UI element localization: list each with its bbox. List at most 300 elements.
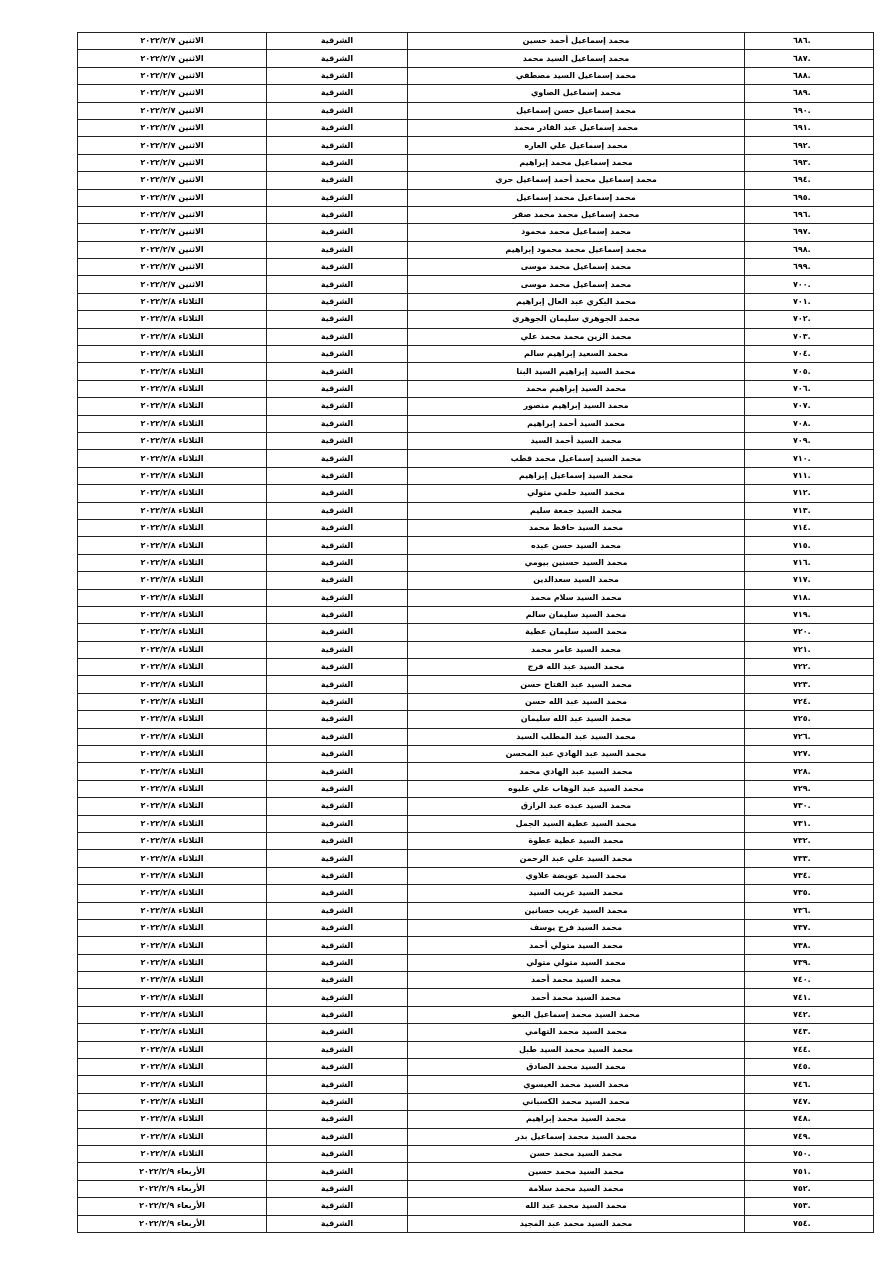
exam-date-cell: الثلاثاء ٢٠٢٢/٢/٨ <box>78 1076 267 1093</box>
table-row <box>78 224 874 241</box>
exam-date-cell: الاثنين ٢٠٢٢/٢/٧ <box>78 206 267 223</box>
person-name-cell: محمد السيد إسماعيل محمد قطب <box>408 450 745 467</box>
exam-date-cell: الثلاثاء ٢٠٢٢/٢/٨ <box>78 676 267 693</box>
row-number-cell: .٧٤٢ <box>745 1006 874 1023</box>
exam-date-cell: الثلاثاء ٢٠٢٢/٢/٨ <box>78 1093 267 1110</box>
row-number-cell: .٧٣٨ <box>745 937 874 954</box>
exam-date-cell: الاثنين ٢٠٢٢/٢/٧ <box>78 119 267 136</box>
row-number-cell: .٧٢٩ <box>745 780 874 797</box>
exam-date-cell: الثلاثاء ٢٠٢٢/٢/٨ <box>78 659 267 676</box>
row-number-cell: .٧١١ <box>745 467 874 484</box>
exam-date-cell: الثلاثاء ٢٠٢٢/٢/٨ <box>78 328 267 345</box>
governorate-cell: الشرقية <box>267 67 408 84</box>
table-row <box>78 554 874 571</box>
row-number-cell: .٦٨٧ <box>745 50 874 67</box>
row-number-cell: .٧١٤ <box>745 519 874 536</box>
row-number-cell: .٧٥١ <box>745 1163 874 1180</box>
row-number-cell: .٧٤٦ <box>745 1076 874 1093</box>
governorate-cell: الشرقية <box>267 1180 408 1197</box>
row-number-cell: .٦٩٢ <box>745 137 874 154</box>
governorate-cell: الشرقية <box>267 606 408 623</box>
person-name-cell: محمد السيد عبد الله حسن <box>408 693 745 710</box>
person-name-cell: محمد إسماعيل أحمد حسين <box>408 33 745 50</box>
table-row <box>78 259 874 276</box>
table-row <box>78 676 874 693</box>
exam-date-cell: الثلاثاء ٢٠٢٢/٢/٨ <box>78 398 267 415</box>
governorate-cell: الشرقية <box>267 728 408 745</box>
exam-date-cell: الثلاثاء ٢٠٢٢/٢/٨ <box>78 380 267 397</box>
person-name-cell: محمد السيد محمد إسماعيل بدر <box>408 1128 745 1145</box>
governorate-cell: الشرقية <box>267 815 408 832</box>
governorate-cell: الشرقية <box>267 380 408 397</box>
exam-date-cell: الثلاثاء ٢٠٢٢/٢/٨ <box>78 572 267 589</box>
row-number-cell: .٧٥٤ <box>745 1215 874 1232</box>
governorate-cell: الشرقية <box>267 746 408 763</box>
person-name-cell: محمد السيد محمد أحمد <box>408 989 745 1006</box>
exam-date-cell: الثلاثاء ٢٠٢٢/٢/٨ <box>78 467 267 484</box>
person-name-cell: محمد السيد أحمد السيد <box>408 432 745 449</box>
person-name-cell: محمد السيد سليمان عطية <box>408 624 745 641</box>
person-name-cell: محمد السيد محمد سلامة <box>408 1180 745 1197</box>
row-number-cell: .٧١٦ <box>745 554 874 571</box>
row-number-cell: .٧٤٤ <box>745 1041 874 1058</box>
person-name-cell: محمد السيد غريب حسانين <box>408 902 745 919</box>
table-row <box>78 137 874 154</box>
exam-date-cell: الثلاثاء ٢٠٢٢/٢/٨ <box>78 937 267 954</box>
exam-date-cell: الثلاثاء ٢٠٢٢/٢/٨ <box>78 815 267 832</box>
row-number-cell: .٦٩٣ <box>745 154 874 171</box>
governorate-cell: الشرقية <box>267 572 408 589</box>
row-number-cell: .٧٣٢ <box>745 832 874 849</box>
table-row <box>78 172 874 189</box>
exam-date-cell: الثلاثاء ٢٠٢٢/٢/٨ <box>78 537 267 554</box>
governorate-cell: الشرقية <box>267 119 408 136</box>
exam-date-cell: الاثنين ٢٠٢٢/٢/٧ <box>78 224 267 241</box>
person-name-cell: محمد السيد عبد الله فرج <box>408 659 745 676</box>
row-number-cell: .٧٠٢ <box>745 311 874 328</box>
governorate-cell: الشرقية <box>267 224 408 241</box>
table-row <box>78 189 874 206</box>
table-row <box>78 102 874 119</box>
table-row <box>78 815 874 832</box>
governorate-cell: الشرقية <box>267 1128 408 1145</box>
governorate-cell: الشرقية <box>267 189 408 206</box>
exam-date-cell: الثلاثاء ٢٠٢٢/٢/٨ <box>78 293 267 310</box>
exam-date-cell: الثلاثاء ٢٠٢٢/٢/٨ <box>78 693 267 710</box>
person-name-cell: محمد السيد محمد أحمد <box>408 972 745 989</box>
person-name-cell: محمد إسماعيل محمد محمود إبراهيم <box>408 241 745 258</box>
exam-date-cell: الاثنين ٢٠٢٢/٢/٧ <box>78 259 267 276</box>
governorate-cell: الشرقية <box>267 937 408 954</box>
row-number-cell: .٧٠٣ <box>745 328 874 345</box>
table-row <box>78 432 874 449</box>
row-number-cell: .٦٩٥ <box>745 189 874 206</box>
person-name-cell: محمد إسماعيل محمد إبراهيم <box>408 154 745 171</box>
table-row <box>78 1041 874 1058</box>
exam-date-cell: الاثنين ٢٠٢٢/٢/٧ <box>78 189 267 206</box>
table-row <box>78 537 874 554</box>
person-name-cell: محمد السيد عويضة علاوي <box>408 867 745 884</box>
table-row <box>78 1146 874 1163</box>
table-row <box>78 989 874 1006</box>
person-name-cell: محمد السيد عبد الهادي محمد <box>408 763 745 780</box>
table-row <box>78 33 874 50</box>
table-row <box>78 919 874 936</box>
table-row <box>78 780 874 797</box>
table-row <box>78 450 874 467</box>
exam-date-cell: الثلاثاء ٢٠٢٢/٢/٨ <box>78 1024 267 1041</box>
person-name-cell: محمد السيد علي عبد الرحمن <box>408 850 745 867</box>
person-name-cell: محمد السيد جمعة سليم <box>408 502 745 519</box>
person-name-cell: محمد السيد محمد إسماعيل البعو <box>408 1006 745 1023</box>
person-name-cell: محمد إسماعيل محمد محمود <box>408 224 745 241</box>
exam-date-cell: الثلاثاء ٢٠٢٢/٢/٨ <box>78 624 267 641</box>
row-number-cell: .٦٨٨ <box>745 67 874 84</box>
person-name-cell: محمد السيد إسماعيل إبراهيم <box>408 467 745 484</box>
row-number-cell: .٧٢٦ <box>745 728 874 745</box>
row-number-cell: .٧٢٥ <box>745 711 874 728</box>
exam-date-cell: الثلاثاء ٢٠٢٢/٢/٨ <box>78 867 267 884</box>
person-name-cell: محمد السيد عطية عطوة <box>408 832 745 849</box>
row-number-cell: .٧٤٨ <box>745 1111 874 1128</box>
table-row <box>78 1215 874 1232</box>
governorate-cell: الشرقية <box>267 519 408 536</box>
person-name-cell: محمد إسماعيل عبد القادر محمد <box>408 119 745 136</box>
row-number-cell: .٧٢٧ <box>745 746 874 763</box>
governorate-cell: الشرقية <box>267 554 408 571</box>
governorate-cell: الشرقية <box>267 1041 408 1058</box>
exam-date-cell: الثلاثاء ٢٠٢٢/٢/٨ <box>78 1146 267 1163</box>
table-row <box>78 746 874 763</box>
row-number-cell: .٧٤٧ <box>745 1093 874 1110</box>
exam-date-cell: الثلاثاء ٢٠٢٢/٢/٨ <box>78 850 267 867</box>
table-row <box>78 850 874 867</box>
person-name-cell: محمد السيد أحمد إبراهيم <box>408 415 745 432</box>
row-number-cell: .٧١٠ <box>745 450 874 467</box>
row-number-cell: .٧٤٥ <box>745 1059 874 1076</box>
table-row <box>78 1163 874 1180</box>
person-name-cell: محمد السيد إبراهيم محمد <box>408 380 745 397</box>
exam-date-cell: الاثنين ٢٠٢٢/٢/٧ <box>78 137 267 154</box>
governorate-cell: الشرقية <box>267 1215 408 1232</box>
row-number-cell: .٧٠٨ <box>745 415 874 432</box>
table-row <box>78 398 874 415</box>
row-number-cell: .٧٣٤ <box>745 867 874 884</box>
table-row <box>78 85 874 102</box>
person-name-cell: محمد الزين محمد محمد علي <box>408 328 745 345</box>
governorate-cell: الشرقية <box>267 415 408 432</box>
governorate-cell: الشرقية <box>267 763 408 780</box>
governorate-cell: الشرقية <box>267 1024 408 1041</box>
exam-date-cell: الثلاثاء ٢٠٢٢/٢/٨ <box>78 1128 267 1145</box>
governorate-cell: الشرقية <box>267 659 408 676</box>
person-name-cell: محمد السيد عامر محمد <box>408 641 745 658</box>
table-row <box>78 415 874 432</box>
governorate-cell: الشرقية <box>267 137 408 154</box>
row-number-cell: .٦٩٩ <box>745 259 874 276</box>
table-row <box>78 293 874 310</box>
exam-date-cell: الثلاثاء ٢٠٢٢/٢/٨ <box>78 763 267 780</box>
table-row <box>78 954 874 971</box>
row-number-cell: .٧٢١ <box>745 641 874 658</box>
table-row <box>78 1059 874 1076</box>
governorate-cell: الشرقية <box>267 850 408 867</box>
row-number-cell: .٧٠٥ <box>745 363 874 380</box>
exam-date-cell: الاثنين ٢٠٢٢/٢/٧ <box>78 67 267 84</box>
exam-date-cell: الثلاثاء ٢٠٢٢/٢/٨ <box>78 485 267 502</box>
exam-date-cell: الثلاثاء ٢٠٢٢/٢/٨ <box>78 519 267 536</box>
exam-date-cell: الثلاثاء ٢٠٢٢/٢/٨ <box>78 919 267 936</box>
roster-table-body <box>78 33 874 1233</box>
table-row <box>78 867 874 884</box>
row-number-cell: .٧٠٩ <box>745 432 874 449</box>
row-number-cell: .٧٢٨ <box>745 763 874 780</box>
row-number-cell: .٧١٥ <box>745 537 874 554</box>
person-name-cell: محمد السيد عبد الله سليمان <box>408 711 745 728</box>
person-name-cell: محمد السيد عطية السيد الجمل <box>408 815 745 832</box>
row-number-cell: .٧٢٢ <box>745 659 874 676</box>
row-number-cell: .٦٩٨ <box>745 241 874 258</box>
governorate-cell: الشرقية <box>267 954 408 971</box>
table-row <box>78 1093 874 1110</box>
row-number-cell: .٦٩٦ <box>745 206 874 223</box>
person-name-cell: محمد إسماعيل محمد أحمد إسماعيل حري <box>408 172 745 189</box>
governorate-cell: الشرقية <box>267 919 408 936</box>
table-row <box>78 67 874 84</box>
table-row <box>78 659 874 676</box>
table-row <box>78 380 874 397</box>
exam-date-cell: الثلاثاء ٢٠٢٢/٢/٨ <box>78 589 267 606</box>
governorate-cell: الشرقية <box>267 206 408 223</box>
governorate-cell: الشرقية <box>267 1146 408 1163</box>
row-number-cell: .٧٠٧ <box>745 398 874 415</box>
person-name-cell: محمد السيد سليمان سالم <box>408 606 745 623</box>
table-row <box>78 641 874 658</box>
exam-date-cell: الثلاثاء ٢٠٢٢/٢/٨ <box>78 415 267 432</box>
row-number-cell: .٧٥٠ <box>745 1146 874 1163</box>
table-row <box>78 50 874 67</box>
row-number-cell: .٧٣٧ <box>745 919 874 936</box>
governorate-cell: الشرقية <box>267 1093 408 1110</box>
person-name-cell: محمد إسماعيل محمد محمد صقر <box>408 206 745 223</box>
exam-date-cell: الاثنين ٢٠٢٢/٢/٧ <box>78 154 267 171</box>
governorate-cell: الشرقية <box>267 311 408 328</box>
table-row <box>78 589 874 606</box>
row-number-cell: .٧٤١ <box>745 989 874 1006</box>
row-number-cell: .٧٢٣ <box>745 676 874 693</box>
exam-date-cell: الثلاثاء ٢٠٢٢/٢/٨ <box>78 606 267 623</box>
table-row <box>78 711 874 728</box>
table-row <box>78 693 874 710</box>
person-name-cell: محمد السيد محمد عبد المجيد <box>408 1215 745 1232</box>
person-name-cell: محمد السيد حلمي متولي <box>408 485 745 502</box>
governorate-cell: الشرقية <box>267 989 408 1006</box>
row-number-cell: .٧١٧ <box>745 572 874 589</box>
exam-date-cell: الاثنين ٢٠٢٢/٢/٧ <box>78 85 267 102</box>
person-name-cell: محمد الجوهري سليمان الجوهري <box>408 311 745 328</box>
exam-date-cell: الثلاثاء ٢٠٢٢/٢/٨ <box>78 554 267 571</box>
governorate-cell: الشرقية <box>267 85 408 102</box>
governorate-cell: الشرقية <box>267 798 408 815</box>
governorate-cell: الشرقية <box>267 363 408 380</box>
person-name-cell: محمد السيد عبد المطلب السيد <box>408 728 745 745</box>
governorate-cell: الشرقية <box>267 328 408 345</box>
row-number-cell: .٧٢٠ <box>745 624 874 641</box>
table-row <box>78 728 874 745</box>
row-number-cell: .٧٣٠ <box>745 798 874 815</box>
exam-date-cell: الاثنين ٢٠٢٢/٢/٧ <box>78 33 267 50</box>
person-name-cell: محمد السيد محمد التهامي <box>408 1024 745 1041</box>
exam-date-cell: الثلاثاء ٢٠٢٢/٢/٨ <box>78 954 267 971</box>
person-name-cell: محمد السيد عبد الهادي عبد المحسن <box>408 746 745 763</box>
table-row <box>78 606 874 623</box>
exam-date-cell: الأربعاء ٢٠٢٢/٢/٩ <box>78 1180 267 1197</box>
exam-date-cell: الثلاثاء ٢٠٢٢/٢/٨ <box>78 1059 267 1076</box>
exam-date-cell: الاثنين ٢٠٢٢/٢/٧ <box>78 50 267 67</box>
exam-date-cell: الثلاثاء ٢٠٢٢/٢/٨ <box>78 711 267 728</box>
person-name-cell: محمد السيد عبد الفتاح حسن <box>408 676 745 693</box>
table-row <box>78 241 874 258</box>
table-row <box>78 311 874 328</box>
governorate-cell: الشرقية <box>267 432 408 449</box>
governorate-cell: الشرقية <box>267 259 408 276</box>
person-name-cell: محمد السيد حسنين بيومي <box>408 554 745 571</box>
table-row <box>78 1180 874 1197</box>
exam-date-cell: الثلاثاء ٢٠٢٢/٢/٨ <box>78 450 267 467</box>
governorate-cell: الشرقية <box>267 293 408 310</box>
exam-date-cell: الثلاثاء ٢٠٢٢/٢/٨ <box>78 432 267 449</box>
table-row <box>78 798 874 815</box>
person-name-cell: محمد السيد محمد السيد طبل <box>408 1041 745 1058</box>
exam-date-cell: الثلاثاء ٢٠٢٢/٢/٨ <box>78 1041 267 1058</box>
row-number-cell: .٧٠٦ <box>745 380 874 397</box>
exam-date-cell: الثلاثاء ٢٠٢٢/٢/٨ <box>78 502 267 519</box>
table-row <box>78 206 874 223</box>
row-number-cell: .٧٣١ <box>745 815 874 832</box>
governorate-cell: الشرقية <box>267 485 408 502</box>
governorate-cell: الشرقية <box>267 902 408 919</box>
row-number-cell: .٧٥٢ <box>745 1180 874 1197</box>
person-name-cell: محمد السيد سعدالدين <box>408 572 745 589</box>
governorate-cell: الشرقية <box>267 624 408 641</box>
governorate-cell: الشرقية <box>267 102 408 119</box>
governorate-cell: الشرقية <box>267 1076 408 1093</box>
exam-date-cell: الثلاثاء ٢٠٢٢/٢/٨ <box>78 311 267 328</box>
person-name-cell: محمد إسماعيل الصاوي <box>408 85 745 102</box>
governorate-cell: الشرقية <box>267 33 408 50</box>
exam-date-cell: الثلاثاء ٢٠٢٢/٢/٨ <box>78 989 267 1006</box>
table-row <box>78 276 874 293</box>
person-name-cell: محمد السيد محمد حسين <box>408 1163 745 1180</box>
table-row <box>78 467 874 484</box>
person-name-cell: محمد إسماعيل حسن إسماعيل <box>408 102 745 119</box>
person-name-cell: محمد إسماعيل علي العاره <box>408 137 745 154</box>
row-number-cell: .٧٤٣ <box>745 1024 874 1041</box>
table-row <box>78 363 874 380</box>
table-row <box>78 832 874 849</box>
person-name-cell: محمد السعيد إبراهيم سالم <box>408 346 745 363</box>
person-name-cell: محمد السيد عبده عبد الرازق <box>408 798 745 815</box>
row-number-cell: .٧٥٣ <box>745 1198 874 1215</box>
row-number-cell: .٧٢٤ <box>745 693 874 710</box>
governorate-cell: الشرقية <box>267 693 408 710</box>
row-number-cell: .٧٠٤ <box>745 346 874 363</box>
governorate-cell: الشرقية <box>267 780 408 797</box>
exam-date-cell: الثلاثاء ٢٠٢٢/٢/٨ <box>78 780 267 797</box>
governorate-cell: الشرقية <box>267 450 408 467</box>
person-name-cell: محمد السيد إبراهيم منصور <box>408 398 745 415</box>
person-name-cell: محمد السيد متولي أحمد <box>408 937 745 954</box>
governorate-cell: الشرقية <box>267 1059 408 1076</box>
row-number-cell: .٦٩٠ <box>745 102 874 119</box>
governorate-cell: الشرقية <box>267 1198 408 1215</box>
governorate-cell: الشرقية <box>267 867 408 884</box>
row-number-cell: .٦٩٤ <box>745 172 874 189</box>
row-number-cell: .٧١٢ <box>745 485 874 502</box>
governorate-cell: الشرقية <box>267 885 408 902</box>
table-row <box>78 763 874 780</box>
row-number-cell: .٧٣٦ <box>745 902 874 919</box>
table-row <box>78 502 874 519</box>
governorate-cell: الشرقية <box>267 711 408 728</box>
exam-date-cell: الاثنين ٢٠٢٢/٢/٧ <box>78 102 267 119</box>
row-number-cell: .٧٠١ <box>745 293 874 310</box>
row-number-cell: .٧١٨ <box>745 589 874 606</box>
table-row <box>78 937 874 954</box>
person-name-cell: محمد إسماعيل السيد محمد <box>408 50 745 67</box>
row-number-cell: .٧٣٥ <box>745 885 874 902</box>
table-row <box>78 154 874 171</box>
governorate-cell: الشرقية <box>267 676 408 693</box>
table-row <box>78 1076 874 1093</box>
roster-table <box>77 32 874 1233</box>
governorate-cell: الشرقية <box>267 641 408 658</box>
row-number-cell: .٧٣٩ <box>745 954 874 971</box>
table-row <box>78 485 874 502</box>
row-number-cell: .٦٩٧ <box>745 224 874 241</box>
person-name-cell: محمد السيد فرج يوسف <box>408 919 745 936</box>
person-name-cell: محمد السيد محمد حسن <box>408 1146 745 1163</box>
row-number-cell: .٧١٣ <box>745 502 874 519</box>
exam-date-cell: الثلاثاء ٢٠٢٢/٢/٨ <box>78 902 267 919</box>
governorate-cell: الشرقية <box>267 398 408 415</box>
table-row <box>78 624 874 641</box>
exam-date-cell: الاثنين ٢٠٢٢/٢/٧ <box>78 276 267 293</box>
row-number-cell: .٦٨٩ <box>745 85 874 102</box>
person-name-cell: محمد السيد محمد العيسوي <box>408 1076 745 1093</box>
row-number-cell: .٧١٩ <box>745 606 874 623</box>
person-name-cell: محمد السيد حافظ محمد <box>408 519 745 536</box>
exam-date-cell: الثلاثاء ٢٠٢٢/٢/٨ <box>78 972 267 989</box>
table-row <box>78 1198 874 1215</box>
exam-date-cell: الثلاثاء ٢٠٢٢/٢/٨ <box>78 746 267 763</box>
exam-date-cell: الثلاثاء ٢٠٢٢/٢/٨ <box>78 798 267 815</box>
governorate-cell: الشرقية <box>267 154 408 171</box>
table-row <box>78 519 874 536</box>
table-row <box>78 572 874 589</box>
governorate-cell: الشرقية <box>267 972 408 989</box>
exam-date-cell: الثلاثاء ٢٠٢٢/٢/٨ <box>78 1006 267 1023</box>
person-name-cell: محمد السيد غريب السيد <box>408 885 745 902</box>
table-row <box>78 346 874 363</box>
table-row <box>78 1006 874 1023</box>
exam-date-cell: الثلاثاء ٢٠٢٢/٢/٨ <box>78 363 267 380</box>
person-name-cell: محمد السيد إبراهيم السيد البنا <box>408 363 745 380</box>
governorate-cell: الشرقية <box>267 1111 408 1128</box>
governorate-cell: الشرقية <box>267 276 408 293</box>
table-row <box>78 885 874 902</box>
exam-date-cell: الاثنين ٢٠٢٢/٢/٧ <box>78 241 267 258</box>
